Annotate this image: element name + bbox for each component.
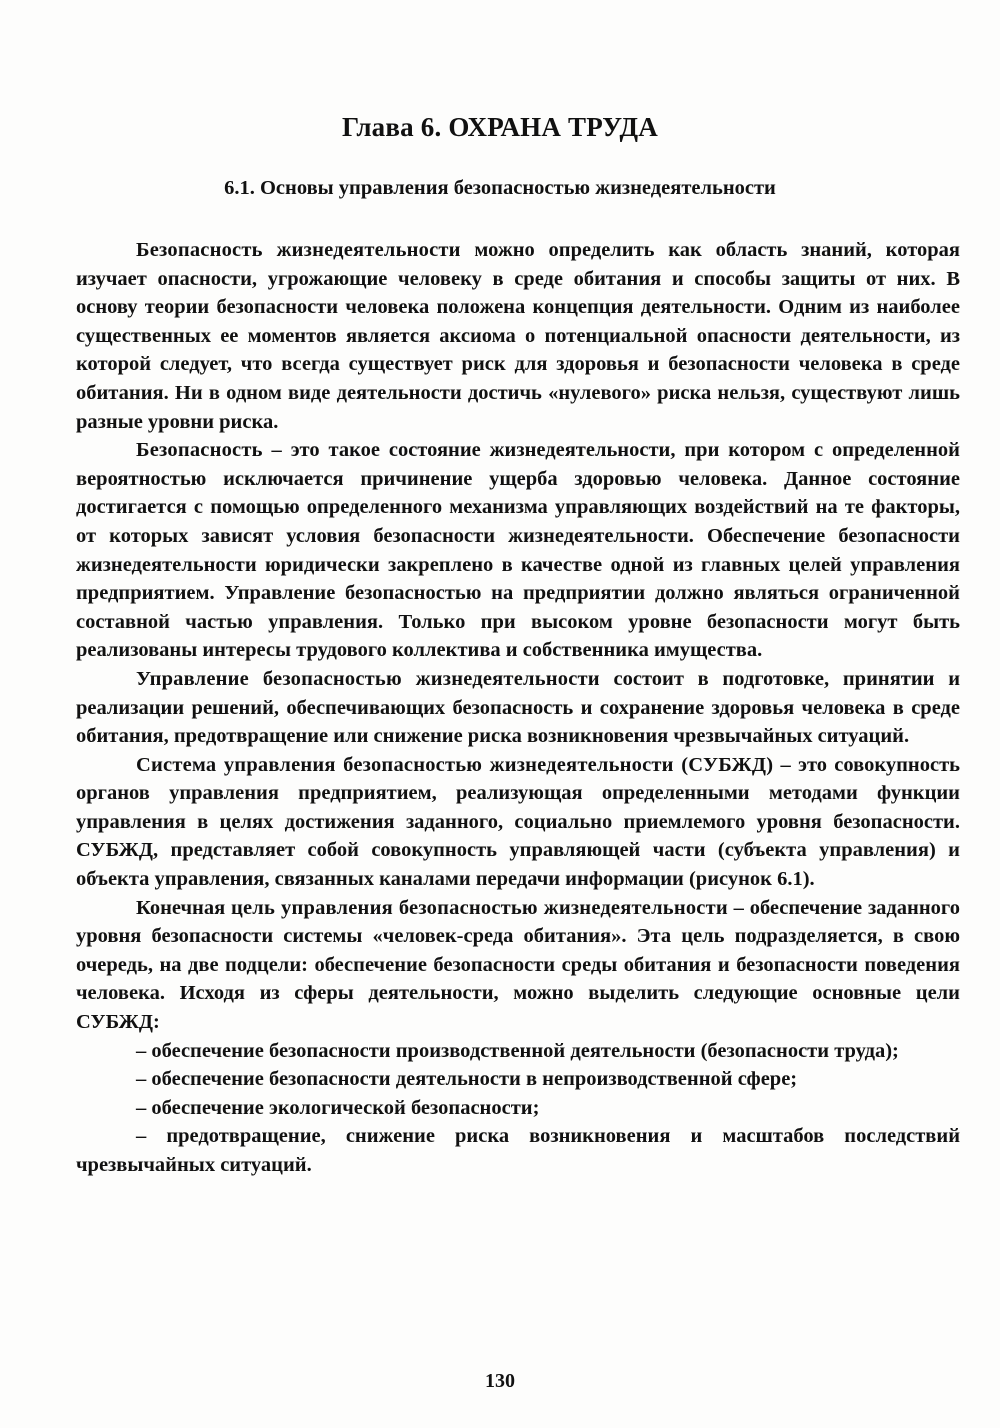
list-item-2: – обеспечение безопасности деятельности в непроизводственной сфере; <box>136 1068 798 1091</box>
paragraph-5 <box>76 894 960 1037</box>
body-text <box>76 236 960 1180</box>
paragraph-2 <box>76 436 960 665</box>
paragraph-5-text: – обеспечение заданного уровня безопасности системы «человек-среда обитания». Эта цель подразделяется, в свою очередь, на две подцели: обеспечение безопасности среды обитания и безопасности поведения человека. Исходя из сферы деятельности, можно выделить следующие основные цели СУБЖД: <box>76 896 960 1034</box>
section-title: 6.1. Основы управления безопасностью жизнедеятельности <box>224 177 776 199</box>
paragraph-1-text: можно определить как область знаний, которая изучает опасности, угрожающие человеку в среде обитания и способы защиты от них. В основу теории безопасности человека положена концепция деятельности. Одним из наиболее существенных ее моментов является аксиома о потенциальной опасности деятельности, из которой следует, что всегда существует риск для здоровья и безопасности человека в среде обитания. Ни в одном виде деятельности достичь «нулевого» риска нельзя, существуют лишь разные уровни риска. <box>76 239 960 433</box>
paragraph-5-prefix: Конечная <box>136 896 231 919</box>
list-item-3: – обеспечение экологической безопасности; <box>136 1096 540 1119</box>
term-life-safety: Безопасность жизнедеятельности <box>136 239 461 261</box>
term-safety: Безопасность <box>136 439 263 462</box>
chapter-title: Глава 6. ОХРАНА ТРУДА <box>342 112 658 142</box>
term-safety-management: Управление безопасностью жизнедеятельности <box>136 667 600 690</box>
paragraph-4-text: – это совокупность органов управления предприятием, реализующая определенными методами функции управления в целях достижения заданного, социально приемлемого уровня безопасности. СУБЖД, представляет собой совокупность управляющей части (субъекта управления) и объекта управления, связанных каналами передачи информации (рисунок 6.1). <box>76 753 960 891</box>
paragraph-3-text: состоит в подготовке, принятии и реализации решений, обеспечивающих безопасность и сохранение здоровья человека в среде обитания, предотвращение или снижение риска возникновения чрезвычайных ситуаций. <box>76 667 961 748</box>
paragraph-2-text: – это такое состояние жизнедеятельности, при котором с определенной вероятностью исключается причинение ущерба здоровью человека. Данное состояние достигается с помощью определенного механизма управляющих воздействий на те факторы, от которых зависят условия безопасности жизнедеятельности. Обеспечение безопасности жизнедеятельности юридически закреплено в качестве одной из главных целей управления предприятием. Управление безопасностью на предприятии должно являться ограниченной составной частью управления. Только при высоком уровне безопасности могут быть реализованы интересы трудового коллектива и собственника имущества. <box>76 439 960 662</box>
paragraph-4 <box>76 751 960 894</box>
term-subzhd: Система управления безопасностью жизнедеятельности (СУБЖД) <box>136 753 774 776</box>
list-item-1: – обеспечение безопасности производственной деятельности (безопасности труда); <box>136 1039 899 1062</box>
paragraph-1 <box>76 236 960 436</box>
list-item-4: – предотвращение, снижение риска возникновения и масштабов последствий чрезвычайных ситуаций. <box>76 1125 960 1176</box>
term-management-goal: цель управления безопасностью жизнедеятельности <box>231 896 728 919</box>
paragraph-3 <box>76 665 960 751</box>
page-number: 130 <box>485 1370 515 1392</box>
